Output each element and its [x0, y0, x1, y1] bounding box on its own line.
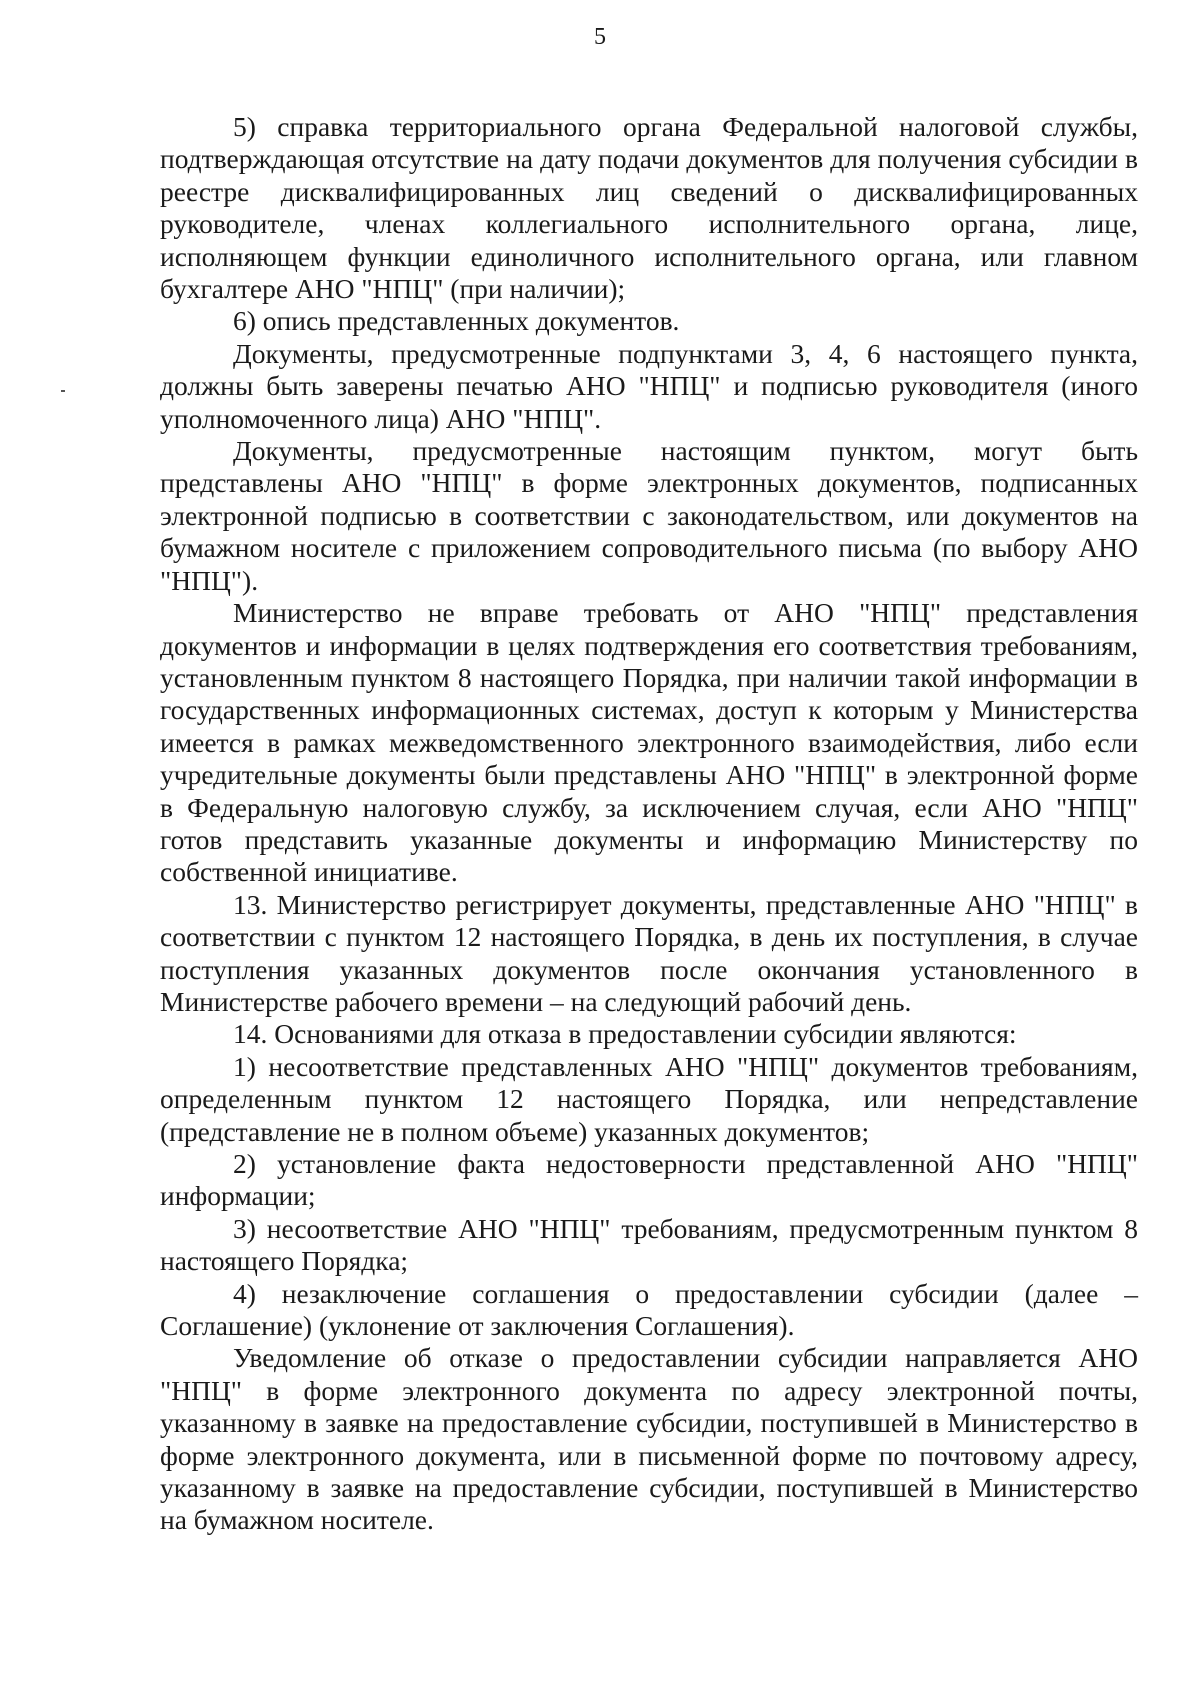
paragraph-electronic-submission: Документы, предусмотренные настоящим пунктом, могут быть представлены АНО "НПЦ" в форме электронных документов, подписанных электронной подписью в соответствии с законодательством, или документов на бумажном носителе с приложением сопроводительного письма (по выбору АНО "НПЦ"). [160, 435, 1138, 596]
paragraph-refusal-ground-2: 2) установление факта недостоверности представленной АНО "НПЦ" информации; [160, 1148, 1138, 1212]
paragraph-clause-13-registration: 13. Министерство регистрирует документы, представленные АНО "НПЦ" в соответствии с пунктом 12 настоящего Порядка, в день их поступления, в случае поступления указанных документов после окончания установленного в Министерстве рабочего времени – на следующий рабочий день. [160, 888, 1138, 1017]
paragraph-refusal-ground-3: 3) несоответствие АНО "НПЦ" требованиям, предусмотренным пунктом 8 настоящего Порядка; [160, 1212, 1138, 1277]
page-number: 5 [594, 24, 606, 50]
paragraph-ministry-restrictions: Министерство не вправе требовать от АНО "НПЦ" представления документов и информации в целях подтверждения его соответствия требованиям, установленным пунктом 8 настоящего Порядка, при наличии такой информации в государственных информационных системах, доступ к которым у Министерства имеется в рамках межведомственного электронного взаимодействия, либо если учредительные документы были представлены АНО "НПЦ" в электронной форме в Федеральную налоговую службу, за исключением случая, если АНО "НПЦ" готов представить указанные документы и информацию Министерству по собственной инициативе. [160, 597, 1138, 888]
paragraph-refusal-ground-4: 4) незаключение соглашения о предоставлении субсидии (далее – Соглашение) (уклонение от заключения Соглашения). [160, 1277, 1138, 1342]
paragraph-refusal-ground-1: 1) несоответствие представленных АНО "НПЦ" документов требованиям, определенным пунктом 12 настоящего Порядка, или непредставление (представление не в полном объеме) указанных документов; [160, 1050, 1138, 1147]
scan-artifact-dot [61, 390, 65, 392]
document-body [160, 111, 1138, 1537]
paragraph-item-6-document-list: 6) опись представленных документов. [233, 305, 680, 337]
paragraph-item-5-tax-certificate: 5) справка территориального органа Федеральной налоговой службы, подтверждающая отсутствие на дату подачи документов для получения субсидии в реестре дисквалифицированных лиц сведений о дисквалифицированных руководителе, членах коллегиального исполнительного органа, лице, исполняющем функции единоличного исполнительного органа, или главном бухгалтере АНО "НПЦ" (при наличии); [160, 111, 1138, 305]
paragraph-certification-requirement: Документы, предусмотренные подпунктами 3, 4, 6 настоящего пункта, должны быть заверены печатью АНО "НПЦ" и подписью руководителя (иного уполномоченного лица) АНО "НПЦ". [160, 337, 1138, 434]
paragraph-refusal-notification: Уведомление об отказе о предоставлении субсидии направляется АНО "НПЦ" в форме электронного документа по адресу электронной почты, указанному в заявке на предоставление субсидии, поступившей в Министерство в форме электронного документа, или в письменной форме по почтовому адресу, указанному в заявке на предоставление субсидии, поступившей в Министерство на бумажном носителе. [160, 1342, 1138, 1536]
paragraph-clause-14-refusal-grounds: 14. Основаниями для отказа в предоставлении субсидии являются: [233, 1018, 1017, 1050]
